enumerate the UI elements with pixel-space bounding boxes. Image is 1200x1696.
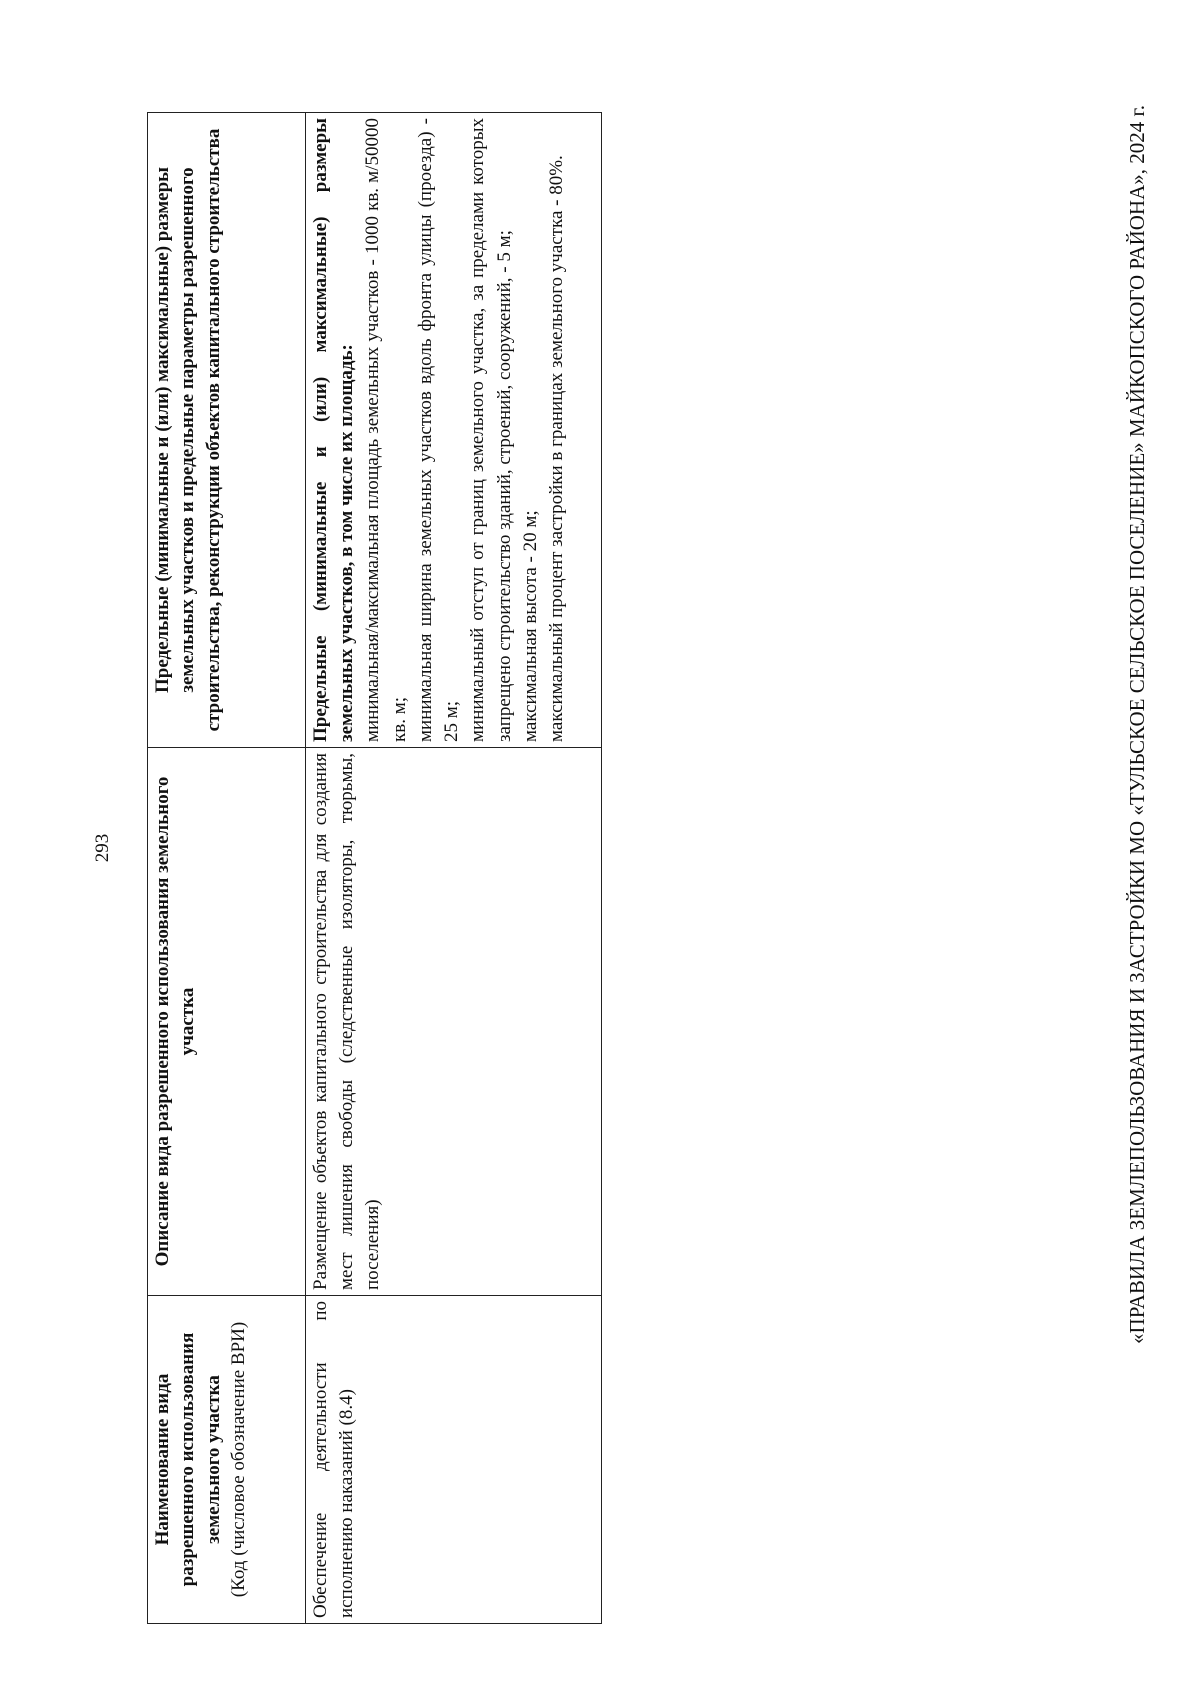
document-footer: «ПРАВИЛА ЗЕМЛЕПОЛЬЗОВАНИЯ И ЗАСТРОЙКИ МО «ТУЛЬСКОЕ СЕЛЬСКОЕ ПОСЕЛЕНИЕ» МАЙКОПСКОГО РАЙОНА», 2024 г. (1125, 105, 1149, 1344)
param-height: максимальная высота - 20 м; (519, 510, 541, 742)
land-use-table (147, 112, 602, 1624)
cell-name: Обеспечение деятельности по исполнению наказаний (8.4) (306, 1296, 602, 1624)
params-heading: Предельные (минимальные и (или) максимальные) размеры земельных участков, в том числе их площадь: (310, 118, 358, 742)
param-setback: минимальный отступ от границ земельного участка, за пределами которых запрещено строительство зданий, строений, сооружений, - 5 м; (467, 118, 515, 742)
header-name-line-2: разрешенного использования (177, 1332, 199, 1587)
param-area: минимальная/максимальная площадь земельных участков - 1000 кв. м/50000 кв. м; (362, 118, 410, 742)
header-name-line-3: земельного участка (202, 1375, 224, 1544)
cell-params (306, 113, 602, 748)
header-name-code: (Код (числовое обозначение ВРИ) (227, 1321, 249, 1598)
table-row (306, 113, 602, 1624)
header-params: Предельные (минимальные и (или) максимальные) размеры земельных участков и предельные параметры разрешенного строительства, реконструкции объектов капитального строительства (148, 113, 306, 748)
rotated-document-sheet (82, 72, 602, 1624)
page-number: 293 (92, 833, 113, 863)
param-coverage: максимальный процент застройки в границах земельного участка - 80%. (545, 155, 567, 742)
cell-description: Размещение объектов капитального строительства для создания мест лишения свободы (следственные изоляторы, тюрьмы, поселения) (306, 748, 602, 1296)
header-name-line-1: Наименование вида (152, 1373, 173, 1546)
header-name (148, 1296, 306, 1624)
param-width: минимальная ширина земельных участков вдоль фронта улицы (проезда) - 25 м; (414, 118, 463, 742)
header-description: Описание вида разрешенного использования земельного участка (148, 748, 306, 1296)
table-header-row (148, 113, 306, 1624)
